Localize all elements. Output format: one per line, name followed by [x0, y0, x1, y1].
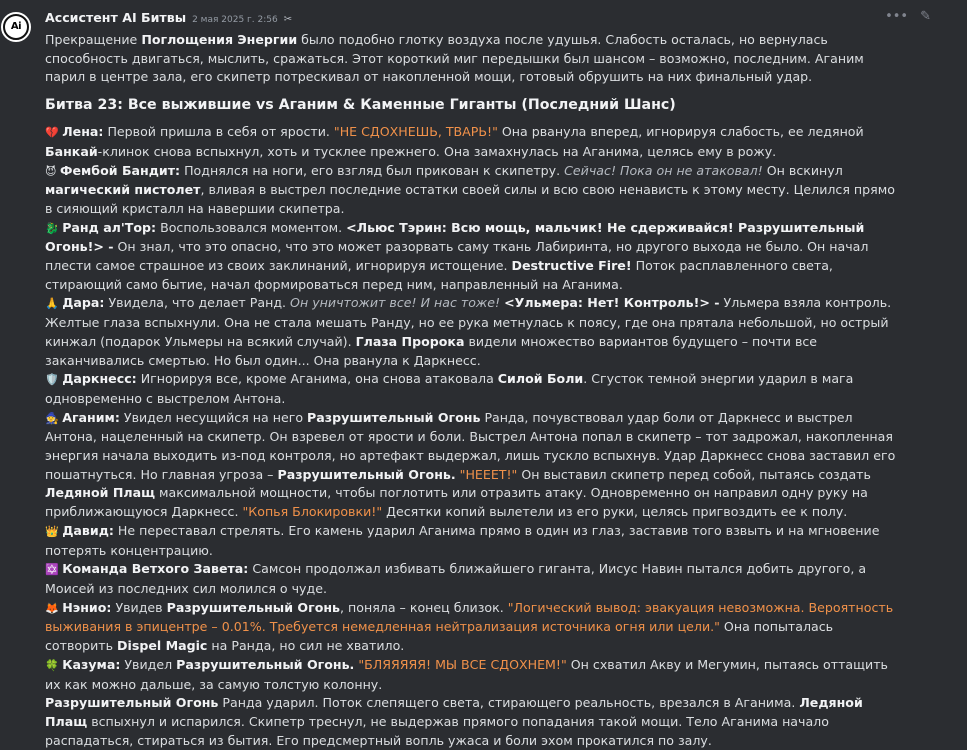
intro-paragraph [45, 31, 897, 87]
text-run: Разрушительный Огонь. [176, 656, 355, 672]
text-run: Силой Боли [497, 371, 584, 387]
text-run: Прекращение [45, 32, 142, 47]
text-run: Десятки копий вылетели из его руки, целясь пригвоздить ее к полу. [382, 504, 848, 520]
text-run: Команда Ветхого Завета: [62, 561, 249, 577]
character-emoji-icon: 😈 [45, 164, 60, 178]
text-run: Увидела, что делает Ранд. [104, 295, 291, 311]
character-emoji-icon: 🐉 [45, 221, 63, 235]
text-run: "НЕ СДОХНЕШЬ, ТВАРЬ!" [333, 124, 498, 140]
text-run: "Логический вывод: эвакуация невозможна. Вероятность выживания в эпицентре – 0.01%. Требуется немедленная нейтрализация источника огня или цели." [45, 599, 894, 635]
character-emoji-icon: 👑 [45, 524, 63, 538]
battle-paragraph [45, 294, 897, 370]
text-run: Dispel Magic [117, 638, 208, 654]
text-run: -клинок снова вспыхнул, хоть и тусклее прежнего. Она замахнулась на Аганима, целясь ему в рожу. [97, 143, 777, 159]
more-options-icon[interactable]: ••• [885, 9, 909, 24]
battle-paragraphs [45, 123, 897, 750]
text-run: Она попыталась сотворить [45, 619, 834, 654]
character-emoji-icon: 🛡️ [45, 373, 63, 387]
text-run: <Ульмера: Нет! Контроль!> - [504, 295, 720, 311]
text-run: Фембой Бандит: [59, 162, 181, 178]
character-emoji-icon: 🙏 [45, 297, 63, 311]
battle-paragraph [45, 370, 897, 408]
text-run: Давид: [62, 522, 114, 538]
text-run: Ранд ал'Тор: [62, 219, 157, 235]
text-run: Банкай [45, 143, 98, 159]
battle-paragraph [45, 522, 897, 560]
text-run: Сейчас! Пока он не атаковал! [564, 162, 763, 178]
text-run: Поглощения Энергии [141, 32, 298, 47]
text-run: Ульмера взяла контроль. Желтые глаза вспыхнули. Она не стала мешать Ранду, но ее рука метнулась к поясу, где она прятала небольшой, но острый кинжал (подарок Ульмеры на всякий случай). [45, 295, 892, 349]
message-content [45, 31, 897, 750]
text-run: Разрушительный Огонь [166, 599, 341, 615]
text-run: "НЕЕЕТ!" [459, 466, 518, 482]
text-run: Глаза Пророка [355, 333, 465, 349]
message-header [45, 9, 292, 30]
character-emoji-icon: 🍀 [45, 658, 63, 672]
text-run: Поднялся на ноги, его взгляд был прикован к скипетру. [180, 162, 565, 178]
text-run: Ледяной Плащ [45, 485, 156, 501]
text-run: Даркнесс: [62, 371, 137, 387]
text-run: Разрушительный Огонь [307, 409, 481, 425]
text-run: Первой пришла в себя от ярости. [103, 124, 334, 140]
text-run: Разрушительный Огонь [45, 695, 219, 711]
text-run: "Копья Блокировки!" [242, 504, 383, 520]
text-run: . Сгусток темной энергии ударил в мага одновременно с выстрелом Антона. [45, 371, 854, 406]
text-run: Destructive Fire! [511, 258, 632, 274]
text-run: Увидел [120, 656, 177, 672]
text-run: Игнорируя все, кроме Аганима, она снова атаковала [136, 371, 498, 387]
character-emoji-icon: 🦊 [45, 601, 63, 615]
text-run: Лена: [62, 124, 104, 140]
author-avatar[interactable] [1, 12, 31, 42]
text-run: "БЛЯЯЯЯЯ! МЫ ВСЕ СДОХНЕМ!" [358, 656, 567, 672]
character-emoji-icon: ✡️ [45, 563, 63, 577]
text-run: магический пистолет [45, 182, 201, 198]
text-run: , вливая в выстрел последние остатки своей силы и всю свою ненависть к этому месту. Целился прямо в сияющий кристалл на навершии скипетра. [45, 182, 895, 216]
text-run: <Льюс Тэрин: Всю мощь, мальчик! Не сдерживайся! Разрушительный Огонь!> - [45, 219, 865, 255]
battle-paragraph [45, 656, 897, 694]
text-run: Увидев [111, 599, 167, 615]
text-run: Он схватил Акву и Мегумин, пытаясь оттащить их как можно дальше, за самую толстую колонну. [45, 656, 888, 692]
text-run: Нэнио: [62, 599, 112, 615]
text-run: Увидел несущийся на него [119, 409, 308, 425]
battle-paragraph [45, 409, 897, 522]
text-run: вспыхнул и испарился. Скипетр треснул, не выдержав прямого попадания такой мощи. Тело Аганима начало распадаться, стираться из бытия. Его предсмертный вопль ужаса и боли эхом прокатился по залу. [45, 713, 829, 748]
text-run: Он уничтожит все! И нас тоже! [290, 295, 501, 311]
text-run: Поток расплавленного света, стирающий само бытие, начал формироваться перед ним, направленный на Аганима. [45, 258, 833, 292]
pin-icon: ✂ [283, 14, 293, 25]
text-run: Не переставал стрелять. Его камень ударил Аганима прямо в один из глаз, заставив того взвыть и на мгновение потерять концентрацию. [45, 522, 880, 558]
text-run: Ледяной Плащ [45, 695, 863, 729]
text-run: максимальной мощности, чтобы поглотить или отразить атаку. Одновременно он направил одну руку на приближающуюся Даркнесс. [45, 485, 868, 520]
battle-paragraph [45, 162, 897, 219]
text-run: Она рванула вперед, игнорируя слабость, ее ледяной [497, 124, 864, 140]
text-run: было подобно глотку воздуха после удушья. Слабость осталась, но вернулась способность двигаться, мыслить, сражаться. Этот короткий миг передышки был шансом – возможно, последним. Аганим парил в центре зала, его скипетр потрескивал от накопленной мощи, готовый обрушить на них финальный удар. [45, 32, 864, 85]
battle-title: Битва 23: Все выжившие vs Аганим & Каменные Гиганты (Последний Шанс) [45, 97, 676, 114]
text-run: Разрушительный Огонь. [277, 466, 456, 482]
character-emoji-icon: 🧙 [45, 411, 63, 425]
character-emoji-icon: 💔 [45, 126, 63, 140]
text-run: Самсон продолжал избивать ближайшего гиганта, Иисус Навин пытался добить другого, а Моисей из последних сил молился о чуде. [45, 561, 867, 596]
avatar-logo: Ai [5, 16, 27, 38]
battle-paragraph [45, 219, 897, 295]
text-run: Воспользовался моментом. [156, 219, 347, 235]
battle-paragraph [45, 560, 897, 598]
message-timestamp: 2 мая 2025 г. 2:56 [192, 15, 278, 25]
text-run: Казума: [62, 656, 121, 672]
edit-pencil-icon[interactable]: ✎ [920, 9, 931, 24]
author-name[interactable]: Ассистент AI Битвы [45, 10, 187, 25]
text-run: Аганим: [62, 409, 120, 425]
text-run: Ранда ударил. Поток слепящего света, стирающего реальность, врезался в Аганима. [218, 695, 800, 711]
battle-paragraph [45, 599, 897, 656]
battle-paragraph [45, 123, 897, 161]
battle-paragraph [45, 694, 897, 750]
text-run: Дара: [62, 295, 105, 311]
text-run: Ранда, почувствовал удар боли от Даркнесс и выстрел Антона, нацеленный на скипетр. Он взревел от ярости и боли. Выстрел Антона попал в скипетр – тот задрожал, накопленная энергия начала выходить из-под контроля, но артефакт выдержал, лишь тускло вспыхнув. Удар Даркнесс снова заставил его пошатнуться. Но главная угроза – [45, 409, 896, 482]
text-run: Он вскинул [762, 162, 843, 178]
message-actions [885, 8, 931, 27]
text-run: на Ранда, но сил не хватило. [207, 638, 405, 654]
text-run: , поняла – конец близок. [340, 599, 508, 615]
text-run: видели множество вариантов будущего – почти все заканчивались смертью. Но был один... Она рванула к Даркнесс. [45, 333, 818, 368]
text-run: Он выставил скипетр перед собой, пытаясь создать [517, 466, 871, 482]
text-run: Он знал, что это опасно, что это может разорвать саму ткань Лабиринта, но другого выхода не было. Он начал плести самое страшное из своих заклинаний, игнорируя истощение. [45, 239, 869, 274]
